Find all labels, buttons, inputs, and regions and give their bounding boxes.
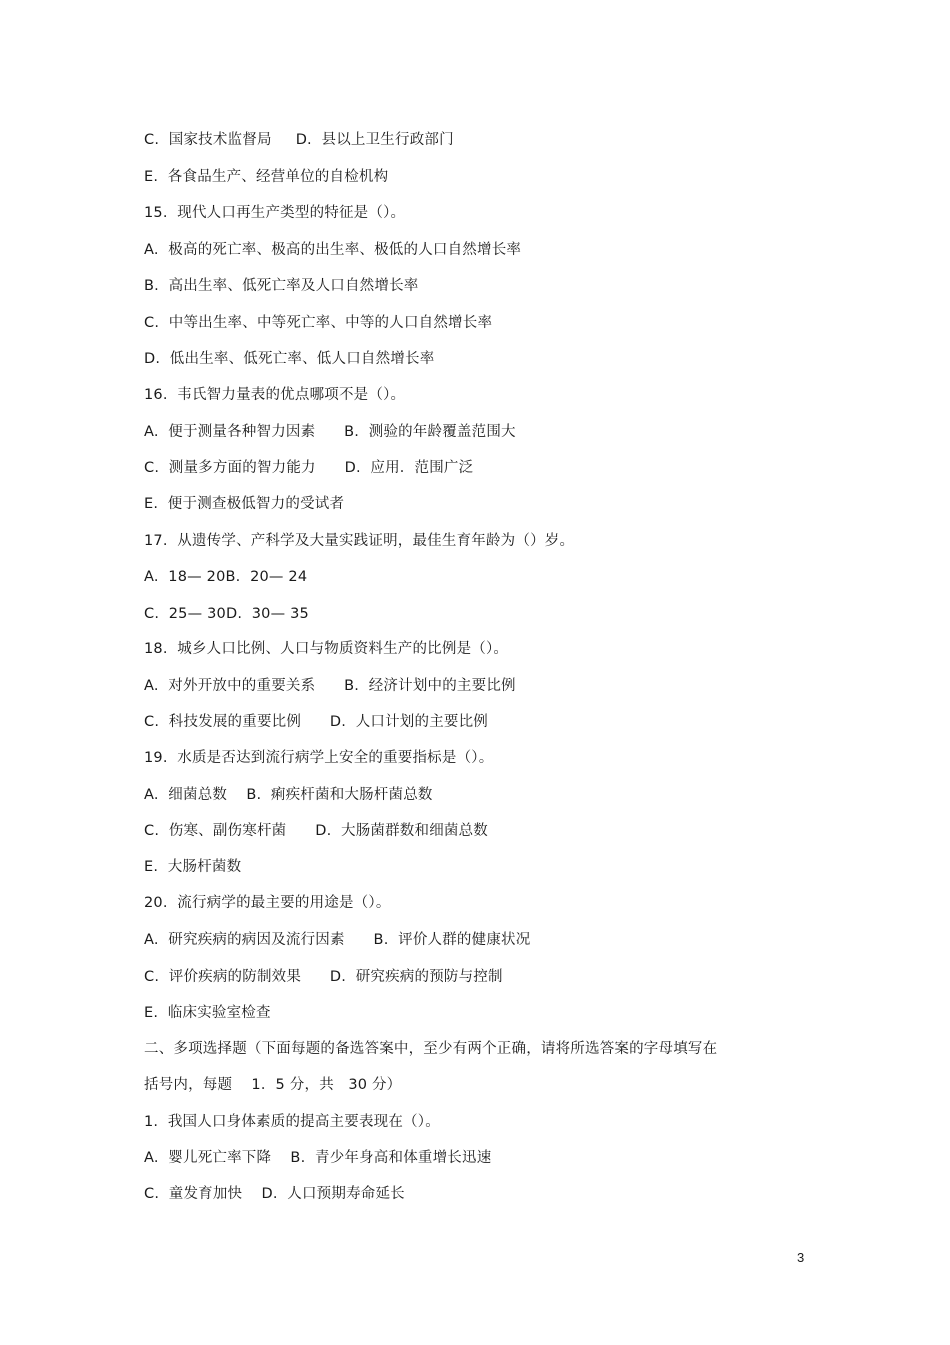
question-17: 17. 从遗传学、产科学及大量实践证明，最佳生育年龄为（）岁。 [144, 533, 575, 549]
text-line: A. 便于测量各种智力因素 B. 测验的年龄覆盖范围大 [144, 424, 516, 440]
page-number: 3 [797, 1250, 805, 1265]
question-18: 18. 城乡人口比例、人口与物质资料生产的比例是（）。 [144, 641, 509, 657]
text-line: A. 研究疾病的病因及流行因素 B. 评价人群的健康状况 [144, 932, 531, 948]
text-line: A. 对外开放中的重要关系 B. 经济计划中的主要比例 [144, 678, 516, 694]
section-heading-continued: 括号内，每题 1．5 分，共 30 分） [144, 1077, 402, 1093]
text-line: C. 伤寒、副伤寒杆菌 D. 大肠菌群数和细菌总数 [144, 823, 488, 839]
text-line: E. 大肠杆菌数 [144, 859, 242, 875]
text-line: A. 细菌总数 B. 痢疾杆菌和大肠杆菌总数 [144, 787, 433, 803]
text-line: E. 各食品生产、经营单位的自检机构 [144, 169, 389, 185]
text-line: D. 低出生率、低死亡率、低人口自然增长率 [144, 351, 435, 367]
text-line: A. 婴儿死亡率下降 B. 青少年身高和体重增长迅速 [144, 1150, 492, 1166]
text-line: C. 国家技术监督局 D. 县以上卫生行政部门 [144, 132, 454, 148]
question-1: 1. 我国人口身体素质的提高主要表现在（）。 [144, 1114, 440, 1130]
text-line: A. 极高的死亡率、极高的出生率、极低的人口自然增长率 [144, 242, 522, 258]
text-line: C. 中等出生率、中等死亡率、中等的人口自然增长率 [144, 315, 493, 331]
text-line: C. 童发育加快 D. 人口预期寿命延长 [144, 1186, 405, 1202]
text-line: C. 测量多方面的智力能力 D. 应用．范围广泛 [144, 460, 474, 476]
text-line: C. 25— 30D. 30— 35 [144, 606, 309, 622]
text-line: A. 18— 20B. 20— 24 [144, 569, 308, 585]
question-19: 19. 水质是否达到流行病学上安全的重要指标是（）。 [144, 750, 494, 766]
question-20: 20. 流行病学的最主要的用途是（）。 [144, 895, 391, 911]
question-15: 15. 现代人口再生产类型的特征是（）。 [144, 205, 406, 221]
text-line: E. 便于测查极低智力的受试者 [144, 496, 345, 512]
text-line: B. 高出生率、低死亡率及人口自然增长率 [144, 278, 419, 294]
text-line: E. 临床实验室检查 [144, 1005, 271, 1021]
question-16: 16. 韦氏智力量表的优点哪项不是（）。 [144, 387, 406, 403]
section-heading: 二、多项选择题（下面每题的备选答案中，至少有两个正确，请将所选答案的字母填写在 [144, 1041, 718, 1057]
text-line: C. 评价疾病的防制效果 D. 研究疾病的预防与控制 [144, 969, 503, 985]
text-line: C. 科技发展的重要比例 D. 人口计划的主要比例 [144, 714, 488, 730]
